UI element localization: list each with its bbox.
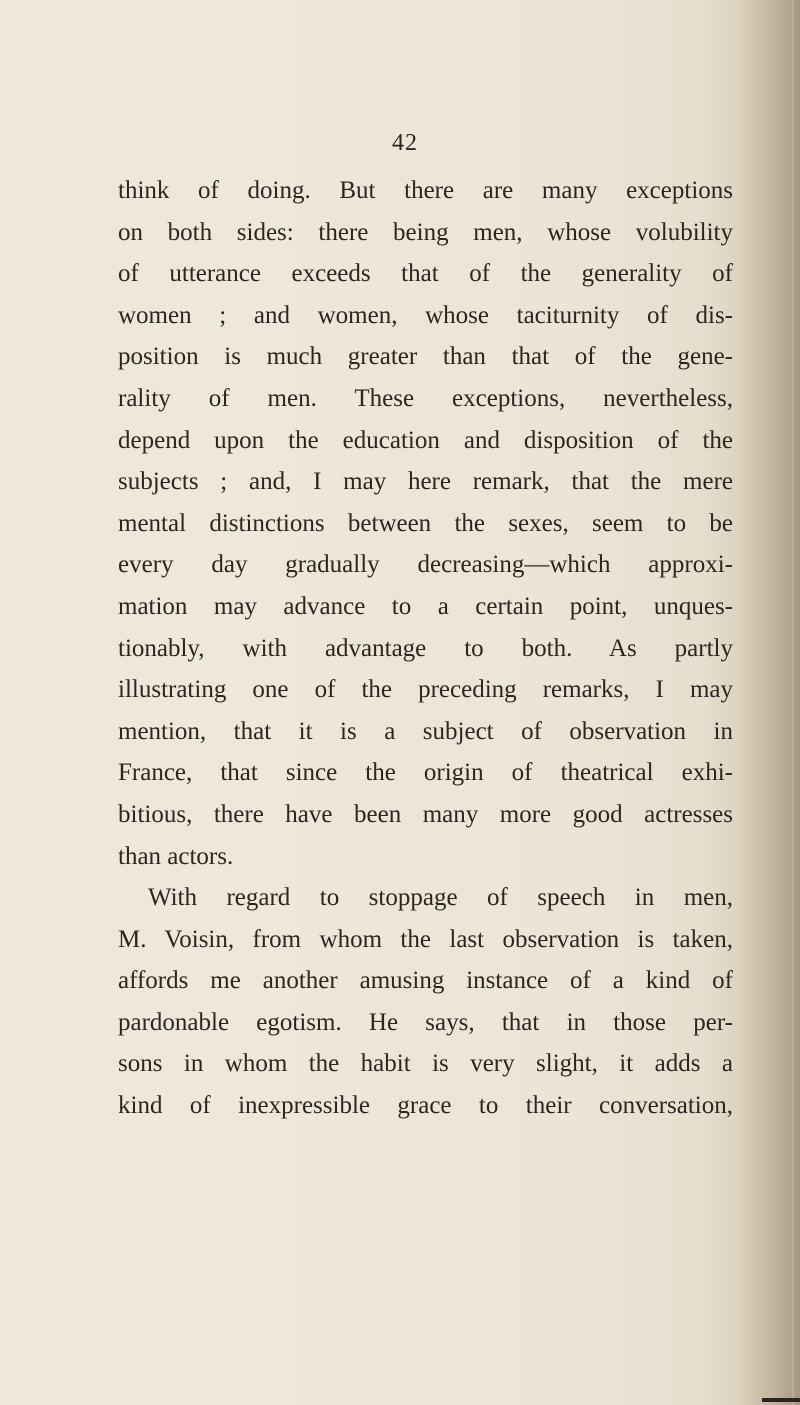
text-line: tionably, with advantage to both. As partly [118, 634, 733, 662]
text-line: sons in whom the habit is very slight, it adds a [118, 1050, 733, 1078]
page-edge-shadow [740, 0, 800, 1405]
text-line: on both sides: there being men, whose volubility [118, 218, 733, 246]
text-line: rality of men. These exceptions, nevertheless, [118, 384, 733, 412]
text-line: France, that since the origin of theatrical exhi- [118, 759, 733, 787]
body-text [118, 170, 733, 1127]
page-edge-line [792, 0, 794, 1405]
text-line: depend upon the education and disposition of the [118, 426, 733, 454]
text-line: pardonable egotism. He says, that in those per- [118, 1008, 733, 1036]
text-line: than actors. [118, 842, 234, 870]
text-line: kind of inexpressible grace to their conversation, [118, 1092, 733, 1120]
text-line: illustrating one of the preceding remarks, I may [118, 676, 733, 704]
text-line: every day gradually decreasing—which approxi- [118, 551, 733, 579]
text-line: subjects ; and, I may here remark, that the mere [118, 468, 733, 496]
text-line: affords me another amusing instance of a kind of [118, 967, 733, 995]
text-line: mation may advance to a certain point, unques- [118, 592, 733, 620]
text-line: mention, that it is a subject of observation in [118, 717, 733, 745]
text-line: mental distinctions between the sexes, seem to be [118, 509, 733, 537]
text-line: women ; and women, whose taciturnity of dis- [118, 301, 733, 329]
text-line: bitious, there have been many more good actresses [118, 800, 733, 828]
bottom-edge-mark [762, 1398, 800, 1402]
text-line: M. Voisin, from whom the last observation is taken, [118, 925, 733, 953]
text-line: position is much greater than that of the gene- [118, 343, 733, 371]
page-number: 42 [392, 130, 418, 156]
paragraph-start-line: With regard to stoppage of speech in men, [148, 884, 733, 912]
text-line: think of doing. But there are many exceptions [118, 177, 733, 204]
text-line: of utterance exceeds that of the generality of [118, 260, 733, 288]
